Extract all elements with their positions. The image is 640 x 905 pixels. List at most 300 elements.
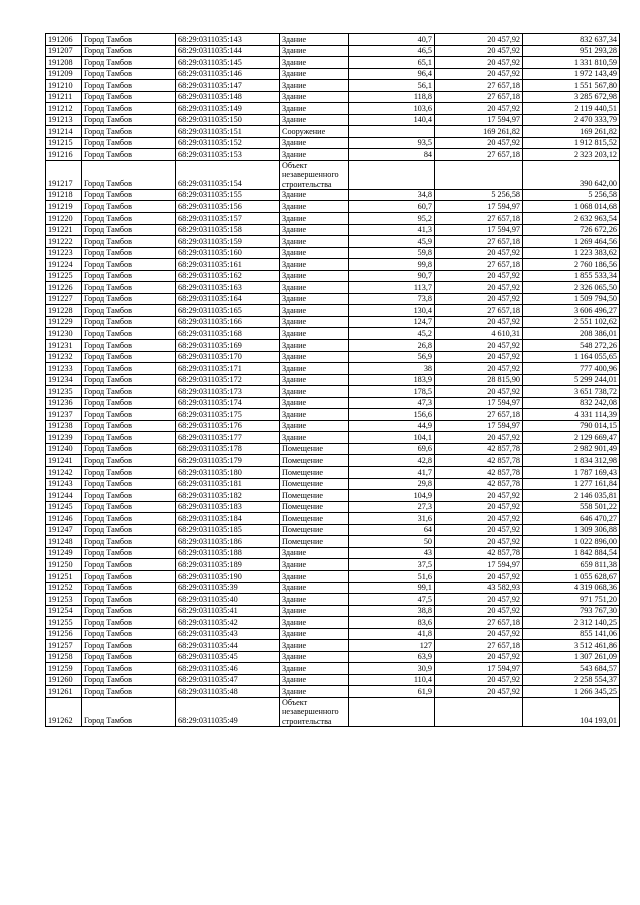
area-cell: 93,5 [349, 137, 435, 149]
table-row [46, 80, 620, 92]
object-type-cell: Здание [280, 201, 349, 213]
specific-value-cell [435, 161, 523, 190]
row-number-cell: 191256 [46, 628, 82, 640]
table-row [46, 68, 620, 80]
cadastral-number-cell: 68:29:0311035:161 [176, 259, 280, 271]
row-number-cell: 191251 [46, 570, 82, 582]
row-number-cell: 191217 [46, 161, 82, 190]
object-type-cell: Здание [280, 686, 349, 698]
cadastral-number-cell: 68:29:0311035:148 [176, 91, 280, 103]
cadastral-number-cell: 68:29:0311035:165 [176, 305, 280, 317]
area-cell [349, 161, 435, 190]
cadastral-number-cell: 68:29:0311035:177 [176, 432, 280, 444]
specific-value-cell: 20 457,92 [435, 605, 523, 617]
area-cell: 38 [349, 363, 435, 375]
specific-value-cell: 4 610,31 [435, 328, 523, 340]
row-number-cell: 191262 [46, 697, 82, 726]
area-cell: 156,6 [349, 409, 435, 421]
cadastral-value-cell: 208 386,01 [523, 328, 620, 340]
area-cell: 46,5 [349, 45, 435, 57]
cadastral-value-cell: 169 261,82 [523, 126, 620, 138]
row-number-cell: 191221 [46, 224, 82, 236]
row-number-cell: 191236 [46, 397, 82, 409]
object-type-cell: Здание [280, 594, 349, 606]
city-cell: Город Тамбов [82, 570, 176, 582]
object-type-cell: Здание [280, 270, 349, 282]
object-type-cell: Здание [280, 224, 349, 236]
row-number-cell: 191211 [46, 91, 82, 103]
cadastral-value-cell: 951 293,28 [523, 45, 620, 57]
row-number-cell: 191253 [46, 594, 82, 606]
cadastral-number-cell: 68:29:0311035:175 [176, 409, 280, 421]
specific-value-cell: 27 657,18 [435, 149, 523, 161]
object-type-cell: Здание [280, 247, 349, 259]
specific-value-cell: 27 657,18 [435, 213, 523, 225]
table-row [46, 455, 620, 467]
cadastral-number-cell: 68:29:0311035:171 [176, 363, 280, 375]
cadastral-value-cell: 2 632 963,54 [523, 213, 620, 225]
cadastral-value-cell: 3 285 672,98 [523, 91, 620, 103]
city-cell: Город Тамбов [82, 305, 176, 317]
table-row [46, 547, 620, 559]
cadastral-value-cell: 832 637,34 [523, 34, 620, 46]
city-cell: Город Тамбов [82, 213, 176, 225]
row-number-cell: 191220 [46, 213, 82, 225]
area-cell: 65,1 [349, 57, 435, 69]
specific-value-cell: 20 457,92 [435, 490, 523, 502]
specific-value-cell: 42 857,78 [435, 467, 523, 479]
city-cell: Город Тамбов [82, 594, 176, 606]
cadastral-number-cell: 68:29:0311035:178 [176, 443, 280, 455]
row-number-cell: 191209 [46, 68, 82, 80]
cadastral-value-cell: 390 642,00 [523, 161, 620, 190]
specific-value-cell: 5 256,58 [435, 189, 523, 201]
specific-value-cell: 20 457,92 [435, 363, 523, 375]
city-cell: Город Тамбов [82, 363, 176, 375]
table-row [46, 663, 620, 675]
city-cell: Город Тамбов [82, 432, 176, 444]
object-type-cell: Здание [280, 189, 349, 201]
specific-value-cell: 20 457,92 [435, 316, 523, 328]
object-type-cell: Здание [280, 605, 349, 617]
cadastral-number-cell: 68:29:0311035:155 [176, 189, 280, 201]
cadastral-value-cell: 855 141,06 [523, 628, 620, 640]
city-cell: Город Тамбов [82, 126, 176, 138]
city-cell: Город Тамбов [82, 686, 176, 698]
specific-value-cell: 17 594,97 [435, 224, 523, 236]
object-type-cell: Здание [280, 651, 349, 663]
row-number-cell: 191208 [46, 57, 82, 69]
specific-value-cell: 42 857,78 [435, 455, 523, 467]
area-cell: 99,8 [349, 259, 435, 271]
area-cell: 127 [349, 640, 435, 652]
table-row [46, 351, 620, 363]
area-cell: 40,7 [349, 34, 435, 46]
cadastral-value-cell: 104 193,01 [523, 697, 620, 726]
row-number-cell: 191231 [46, 340, 82, 352]
cadastral-value-cell: 1 551 567,80 [523, 80, 620, 92]
city-cell: Город Тамбов [82, 455, 176, 467]
specific-value-cell: 43 582,93 [435, 582, 523, 594]
specific-value-cell: 27 657,18 [435, 617, 523, 629]
cadastral-value-cell: 4 319 068,36 [523, 582, 620, 594]
table-row [46, 34, 620, 46]
object-type-cell: Здание [280, 663, 349, 675]
cadastral-number-cell: 68:29:0311035:183 [176, 501, 280, 513]
object-type-cell: Здание [280, 91, 349, 103]
area-cell: 30,9 [349, 663, 435, 675]
area-cell: 50 [349, 536, 435, 548]
object-type-cell: Здание [280, 103, 349, 115]
cadastral-value-cell: 1 164 055,65 [523, 351, 620, 363]
object-type-cell: Здание [280, 559, 349, 571]
city-cell: Город Тамбов [82, 663, 176, 675]
table-row [46, 57, 620, 69]
city-cell: Город Тамбов [82, 617, 176, 629]
table-row [46, 594, 620, 606]
object-type-cell: Помещение [280, 455, 349, 467]
table-row [46, 628, 620, 640]
row-number-cell: 191240 [46, 443, 82, 455]
table-row [46, 409, 620, 421]
object-type-cell: Здание [280, 114, 349, 126]
area-cell: 73,8 [349, 293, 435, 305]
city-cell: Город Тамбов [82, 443, 176, 455]
table-row [46, 397, 620, 409]
cadastral-value-cell: 1 509 794,50 [523, 293, 620, 305]
cadastral-value-cell: 659 811,38 [523, 559, 620, 571]
cadastral-value-cell: 5 299 244,01 [523, 374, 620, 386]
cadastral-number-cell: 68:29:0311035:41 [176, 605, 280, 617]
table-row [46, 224, 620, 236]
row-number-cell: 191258 [46, 651, 82, 663]
cadastral-number-cell: 68:29:0311035:150 [176, 114, 280, 126]
specific-value-cell: 20 457,92 [435, 513, 523, 525]
area-cell: 42,8 [349, 455, 435, 467]
object-type-cell: Здание [280, 582, 349, 594]
object-type-cell: Помещение [280, 467, 349, 479]
row-number-cell: 191222 [46, 236, 82, 248]
object-type-cell: Сооружение [280, 126, 349, 138]
cadastral-number-cell: 68:29:0311035:47 [176, 674, 280, 686]
object-type-cell: Помещение [280, 478, 349, 490]
city-cell: Город Тамбов [82, 409, 176, 421]
cadastral-number-cell: 68:29:0311035:153 [176, 149, 280, 161]
city-cell: Город Тамбов [82, 605, 176, 617]
cadastral-value-cell: 3 512 461,86 [523, 640, 620, 652]
table-row [46, 213, 620, 225]
area-cell: 44,9 [349, 420, 435, 432]
area-cell: 118,8 [349, 91, 435, 103]
row-number-cell: 191249 [46, 547, 82, 559]
specific-value-cell: 20 457,92 [435, 68, 523, 80]
row-number-cell: 191232 [46, 351, 82, 363]
specific-value-cell: 20 457,92 [435, 270, 523, 282]
table-row [46, 490, 620, 502]
cadastral-number-cell: 68:29:0311035:42 [176, 617, 280, 629]
cadastral-number-cell: 68:29:0311035:157 [176, 213, 280, 225]
cadastral-value-cell: 1 331 810,59 [523, 57, 620, 69]
city-cell: Город Тамбов [82, 189, 176, 201]
cadastral-number-cell: 68:29:0311035:43 [176, 628, 280, 640]
specific-value-cell: 17 594,97 [435, 420, 523, 432]
cadastral-value-cell: 2 258 554,37 [523, 674, 620, 686]
specific-value-cell: 20 457,92 [435, 524, 523, 536]
cadastral-value-cell: 2 323 203,12 [523, 149, 620, 161]
cadastral-number-cell: 68:29:0311035:151 [176, 126, 280, 138]
specific-value-cell: 20 457,92 [435, 103, 523, 115]
specific-value-cell: 20 457,92 [435, 293, 523, 305]
cadastral-number-cell: 68:29:0311035:186 [176, 536, 280, 548]
table-row [46, 420, 620, 432]
specific-value-cell: 27 657,18 [435, 305, 523, 317]
row-number-cell: 191243 [46, 478, 82, 490]
row-number-cell: 191257 [46, 640, 82, 652]
table-row [46, 236, 620, 248]
object-type-cell: Здание [280, 45, 349, 57]
cadastral-value-table [45, 33, 620, 727]
table-row [46, 513, 620, 525]
area-cell: 27,3 [349, 501, 435, 513]
row-number-cell: 191215 [46, 137, 82, 149]
row-number-cell: 191241 [46, 455, 82, 467]
specific-value-cell: 20 457,92 [435, 45, 523, 57]
city-cell: Город Тамбов [82, 628, 176, 640]
table-row [46, 536, 620, 548]
cadastral-value-cell: 2 312 140,25 [523, 617, 620, 629]
table-row [46, 570, 620, 582]
cadastral-value-cell: 1 269 464,56 [523, 236, 620, 248]
specific-value-cell: 27 657,18 [435, 80, 523, 92]
table-row [46, 282, 620, 294]
object-type-cell: Помещение [280, 443, 349, 455]
table-row [46, 651, 620, 663]
city-cell: Город Тамбов [82, 467, 176, 479]
table-row [46, 478, 620, 490]
table-row [46, 374, 620, 386]
cadastral-value-cell: 1 842 884,54 [523, 547, 620, 559]
cadastral-number-cell: 68:29:0311035:146 [176, 68, 280, 80]
cadastral-number-cell: 68:29:0311035:174 [176, 397, 280, 409]
table-row [46, 674, 620, 686]
row-number-cell: 191230 [46, 328, 82, 340]
cadastral-value-cell: 3 606 496,27 [523, 305, 620, 317]
row-number-cell: 191225 [46, 270, 82, 282]
cadastral-number-cell: 68:29:0311035:163 [176, 282, 280, 294]
table-row [46, 201, 620, 213]
cadastral-number-cell: 68:29:0311035:152 [176, 137, 280, 149]
table-row [46, 363, 620, 375]
object-type-cell: Здание [280, 213, 349, 225]
cadastral-value-cell: 793 767,30 [523, 605, 620, 617]
area-cell: 34,8 [349, 189, 435, 201]
object-type-cell: Здание [280, 351, 349, 363]
cadastral-number-cell: 68:29:0311035:190 [176, 570, 280, 582]
table-row [46, 697, 620, 726]
table-row [46, 293, 620, 305]
table-row [46, 605, 620, 617]
table-row [46, 582, 620, 594]
area-cell: 90,7 [349, 270, 435, 282]
row-number-cell: 191213 [46, 114, 82, 126]
row-number-cell: 191237 [46, 409, 82, 421]
row-number-cell: 191226 [46, 282, 82, 294]
cadastral-value-cell: 832 242,08 [523, 397, 620, 409]
city-cell: Город Тамбов [82, 340, 176, 352]
cadastral-value-cell: 1 266 345,25 [523, 686, 620, 698]
cadastral-number-cell: 68:29:0311035:144 [176, 45, 280, 57]
row-number-cell: 191255 [46, 617, 82, 629]
city-cell: Город Тамбов [82, 582, 176, 594]
object-type-cell: Здание [280, 547, 349, 559]
city-cell: Город Тамбов [82, 651, 176, 663]
object-type-cell: Здание [280, 57, 349, 69]
table-row [46, 161, 620, 190]
object-type-cell: Помещение [280, 536, 349, 548]
specific-value-cell: 27 657,18 [435, 409, 523, 421]
table-row [46, 103, 620, 115]
cadastral-number-cell: 68:29:0311035:147 [176, 80, 280, 92]
cadastral-number-cell: 68:29:0311035:145 [176, 57, 280, 69]
cadastral-number-cell: 68:29:0311035:184 [176, 513, 280, 525]
object-type-cell: Здание [280, 374, 349, 386]
table-row [46, 328, 620, 340]
cadastral-number-cell: 68:29:0311035:40 [176, 594, 280, 606]
object-type-cell: Помещение [280, 513, 349, 525]
table-row [46, 91, 620, 103]
area-cell: 63,9 [349, 651, 435, 663]
specific-value-cell: 20 457,92 [435, 594, 523, 606]
city-cell: Город Тамбов [82, 420, 176, 432]
city-cell: Город Тамбов [82, 697, 176, 726]
city-cell: Город Тамбов [82, 386, 176, 398]
cadastral-value-cell: 726 672,26 [523, 224, 620, 236]
object-type-cell: Здание [280, 628, 349, 640]
table-row [46, 340, 620, 352]
specific-value-cell: 42 857,78 [435, 443, 523, 455]
table-row [46, 126, 620, 138]
cadastral-number-cell: 68:29:0311035:160 [176, 247, 280, 259]
row-number-cell: 191227 [46, 293, 82, 305]
cadastral-value-cell: 777 400,96 [523, 363, 620, 375]
cadastral-value-cell: 1 022 896,00 [523, 536, 620, 548]
specific-value-cell: 28 815,90 [435, 374, 523, 386]
cadastral-number-cell: 68:29:0311035:158 [176, 224, 280, 236]
row-number-cell: 191239 [46, 432, 82, 444]
object-type-cell: Здание [280, 674, 349, 686]
object-type-cell: Здание [280, 316, 349, 328]
city-cell: Город Тамбов [82, 547, 176, 559]
area-cell: 47,5 [349, 594, 435, 606]
city-cell: Город Тамбов [82, 536, 176, 548]
area-cell: 99,1 [349, 582, 435, 594]
object-type-cell: Здание [280, 386, 349, 398]
cadastral-value-cell: 790 014,15 [523, 420, 620, 432]
cadastral-value-cell: 5 256,58 [523, 189, 620, 201]
specific-value-cell: 20 457,92 [435, 686, 523, 698]
object-type-cell: Объект незавершенного строительства [280, 697, 349, 726]
area-cell: 110,4 [349, 674, 435, 686]
table-row [46, 259, 620, 271]
cadastral-value-cell: 1 309 306,88 [523, 524, 620, 536]
cadastral-value-cell: 558 501,22 [523, 501, 620, 513]
table-row [46, 149, 620, 161]
specific-value-cell: 20 457,92 [435, 386, 523, 398]
cadastral-number-cell: 68:29:0311035:181 [176, 478, 280, 490]
area-cell: 56,1 [349, 80, 435, 92]
cadastral-value-cell: 1 787 169,43 [523, 467, 620, 479]
object-type-cell: Помещение [280, 524, 349, 536]
cadastral-number-cell: 68:29:0311035:176 [176, 420, 280, 432]
row-number-cell: 191210 [46, 80, 82, 92]
cadastral-value-cell: 2 119 440,51 [523, 103, 620, 115]
cadastral-number-cell: 68:29:0311035:44 [176, 640, 280, 652]
cadastral-number-cell: 68:29:0311035:166 [176, 316, 280, 328]
city-cell: Город Тамбов [82, 640, 176, 652]
row-number-cell: 191244 [46, 490, 82, 502]
cadastral-value-cell: 548 272,26 [523, 340, 620, 352]
specific-value-cell: 20 457,92 [435, 137, 523, 149]
area-cell: 64 [349, 524, 435, 536]
city-cell: Город Тамбов [82, 91, 176, 103]
row-number-cell: 191242 [46, 467, 82, 479]
specific-value-cell: 169 261,82 [435, 126, 523, 138]
specific-value-cell: 20 457,92 [435, 501, 523, 513]
area-cell [349, 126, 435, 138]
cadastral-value-cell: 1 912 815,52 [523, 137, 620, 149]
specific-value-cell: 20 457,92 [435, 351, 523, 363]
row-number-cell: 191247 [46, 524, 82, 536]
specific-value-cell: 42 857,78 [435, 478, 523, 490]
area-cell: 45,2 [349, 328, 435, 340]
object-type-cell: Помещение [280, 490, 349, 502]
table-row [46, 137, 620, 149]
cadastral-value-cell: 2 146 035,81 [523, 490, 620, 502]
cadastral-number-cell: 68:29:0311035:173 [176, 386, 280, 398]
cadastral-number-cell: 68:29:0311035:143 [176, 34, 280, 46]
row-number-cell: 191228 [46, 305, 82, 317]
city-cell: Город Тамбов [82, 282, 176, 294]
cadastral-number-cell: 68:29:0311035:180 [176, 467, 280, 479]
specific-value-cell: 27 657,18 [435, 236, 523, 248]
object-type-cell: Здание [280, 363, 349, 375]
specific-value-cell: 17 594,97 [435, 114, 523, 126]
area-cell: 104,9 [349, 490, 435, 502]
specific-value-cell: 20 457,92 [435, 57, 523, 69]
table-row [46, 45, 620, 57]
city-cell: Город Тамбов [82, 674, 176, 686]
table-row [46, 316, 620, 328]
row-number-cell: 191259 [46, 663, 82, 675]
area-cell: 61,9 [349, 686, 435, 698]
specific-value-cell: 27 657,18 [435, 640, 523, 652]
row-number-cell: 191250 [46, 559, 82, 571]
city-cell: Город Тамбов [82, 501, 176, 513]
object-type-cell: Здание [280, 397, 349, 409]
object-type-cell: Здание [280, 617, 349, 629]
cadastral-value-cell: 1 223 383,62 [523, 247, 620, 259]
city-cell: Город Тамбов [82, 80, 176, 92]
area-cell: 130,4 [349, 305, 435, 317]
object-type-cell: Здание [280, 34, 349, 46]
city-cell: Город Тамбов [82, 270, 176, 282]
area-cell: 38,8 [349, 605, 435, 617]
object-type-cell: Объект незавершенного строительства [280, 161, 349, 190]
object-type-cell: Здание [280, 149, 349, 161]
city-cell: Город Тамбов [82, 293, 176, 305]
cadastral-number-cell: 68:29:0311035:179 [176, 455, 280, 467]
area-cell: 41,3 [349, 224, 435, 236]
